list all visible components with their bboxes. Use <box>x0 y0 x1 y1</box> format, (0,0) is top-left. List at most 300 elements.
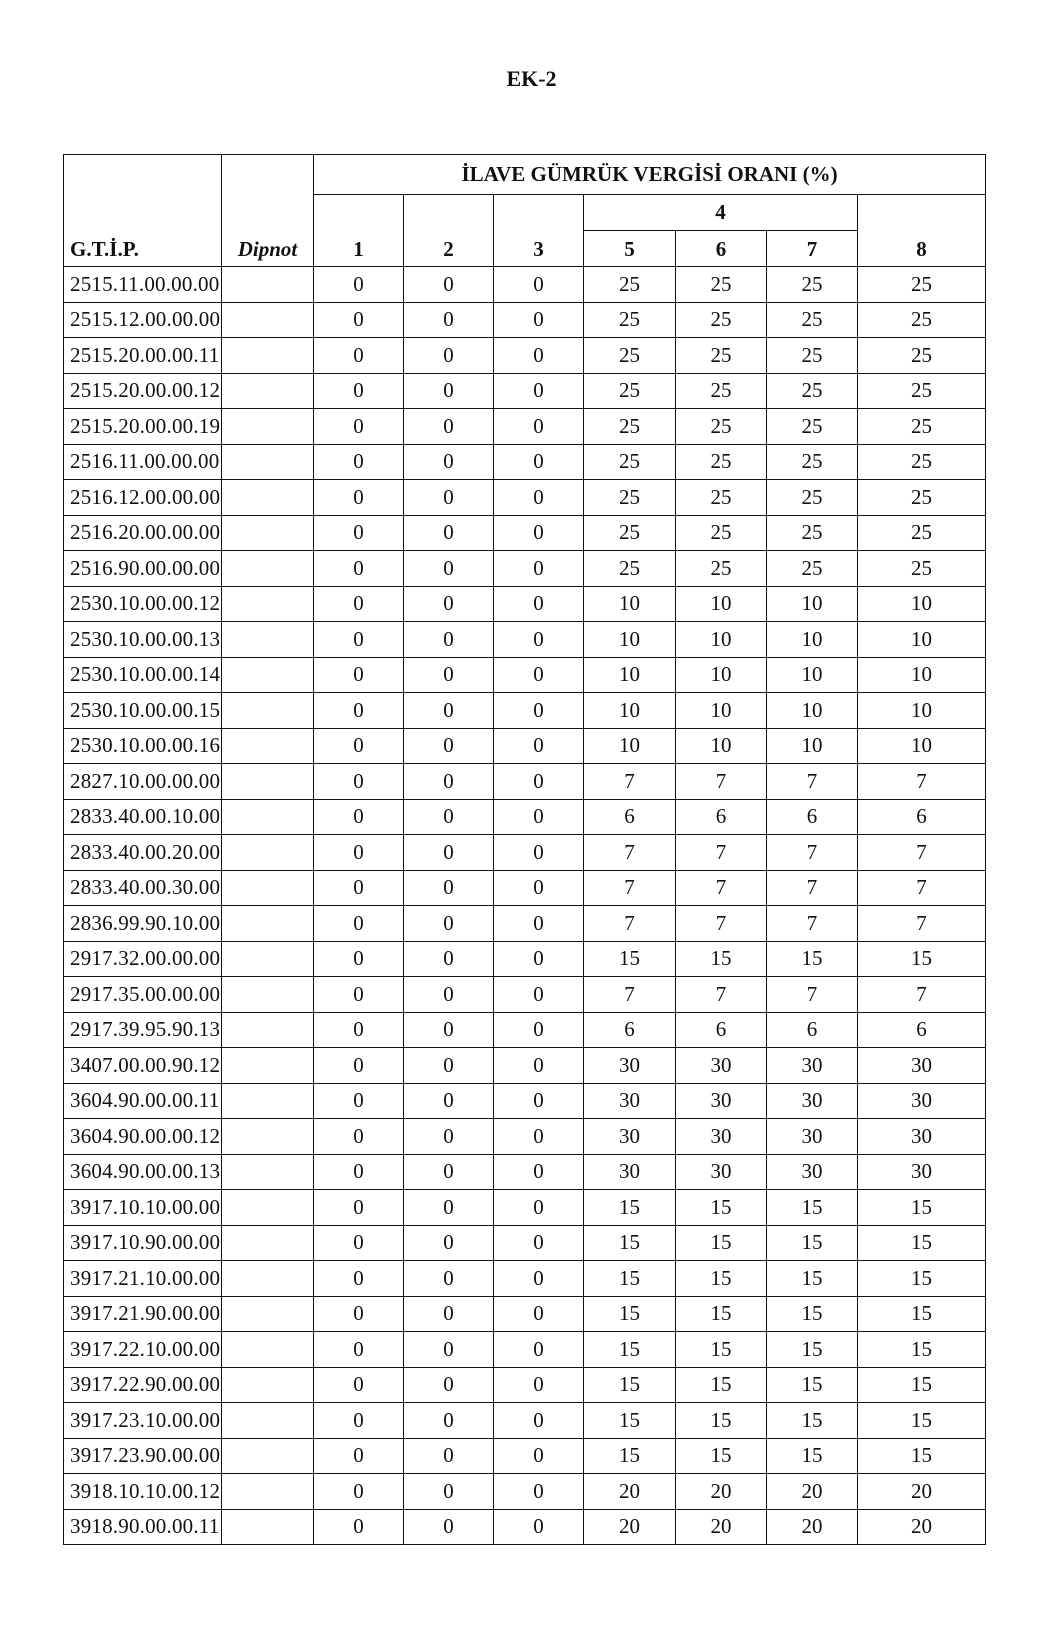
table-row <box>64 1474 986 1510</box>
col-1-header-blank <box>314 195 404 231</box>
table-row <box>64 480 986 516</box>
rate-cell: 7 <box>767 870 858 906</box>
dipnot-cell <box>222 764 314 800</box>
rate-cell: 25 <box>858 302 986 338</box>
rate-cell: 0 <box>314 728 404 764</box>
rate-cell: 25 <box>584 551 676 587</box>
gtip-code-cell: 3917.22.10.00.00 <box>64 1332 222 1368</box>
rate-cell: 0 <box>314 1154 404 1190</box>
gtip-code-cell: 2530.10.00.00.12 <box>64 586 222 622</box>
rate-cell: 25 <box>676 515 767 551</box>
rate-cell: 15 <box>676 941 767 977</box>
rate-cell: 0 <box>404 586 494 622</box>
rate-cell: 25 <box>858 515 986 551</box>
rate-cell: 10 <box>676 622 767 658</box>
rate-cell: 0 <box>404 338 494 374</box>
dipnot-cell <box>222 515 314 551</box>
rate-cell: 0 <box>404 657 494 693</box>
rate-cell: 0 <box>494 799 584 835</box>
rate-cell: 0 <box>404 1119 494 1155</box>
dipnot-cell <box>222 622 314 658</box>
gtip-code-cell: 3918.10.10.00.12 <box>64 1474 222 1510</box>
rate-cell: 20 <box>676 1509 767 1545</box>
rate-cell: 0 <box>494 1367 584 1403</box>
table-row <box>64 1438 986 1474</box>
rate-cell: 0 <box>314 444 404 480</box>
col-8-header-blank <box>858 195 986 231</box>
dipnot-cell <box>222 1332 314 1368</box>
gtip-code-cell: 3917.10.10.00.00 <box>64 1190 222 1226</box>
table-row <box>64 1332 986 1368</box>
dipnot-cell <box>222 1296 314 1332</box>
table-row <box>64 1190 986 1226</box>
rate-cell: 0 <box>404 941 494 977</box>
rate-cell: 25 <box>858 409 986 445</box>
rate-cell: 0 <box>404 1296 494 1332</box>
rate-cell: 0 <box>314 1474 404 1510</box>
rate-cell: 10 <box>858 693 986 729</box>
dipnot-cell <box>222 302 314 338</box>
rate-cell: 15 <box>767 1190 858 1226</box>
col-6-header: 6 <box>676 231 767 267</box>
rate-cell: 15 <box>767 1367 858 1403</box>
rate-cell: 0 <box>404 1012 494 1048</box>
rate-cell: 0 <box>494 480 584 516</box>
gtip-code-cell: 3604.90.00.00.13 <box>64 1154 222 1190</box>
rate-cell: 0 <box>494 728 584 764</box>
table-row <box>64 1367 986 1403</box>
rate-cell: 25 <box>858 551 986 587</box>
gtip-code-cell: 3917.21.90.00.00 <box>64 1296 222 1332</box>
rate-cell: 0 <box>314 870 404 906</box>
dipnot-cell <box>222 1509 314 1545</box>
rate-cell: 0 <box>314 373 404 409</box>
rate-cell: 25 <box>767 373 858 409</box>
rate-cell: 0 <box>494 906 584 942</box>
rate-cell: 0 <box>494 586 584 622</box>
page-title: EK-2 <box>506 66 557 91</box>
table-row <box>64 373 986 409</box>
dipnot-cell <box>222 1119 314 1155</box>
table-row <box>64 835 986 871</box>
gtip-code-cell: 3917.23.10.00.00 <box>64 1403 222 1439</box>
rate-cell: 0 <box>404 1474 494 1510</box>
rate-cell: 10 <box>676 586 767 622</box>
table-row <box>64 870 986 906</box>
rate-cell: 0 <box>494 1403 584 1439</box>
gtip-code-cell: 3918.90.00.00.11 <box>64 1509 222 1545</box>
gtip-code-cell: 3917.10.90.00.00 <box>64 1225 222 1261</box>
rate-cell: 6 <box>584 799 676 835</box>
rate-cell: 0 <box>494 764 584 800</box>
rate-cell: 25 <box>584 373 676 409</box>
dipnot-cell <box>222 941 314 977</box>
rate-cell: 15 <box>858 1367 986 1403</box>
table-row <box>64 1403 986 1439</box>
rate-cell: 15 <box>584 941 676 977</box>
rate-cell: 0 <box>494 1261 584 1297</box>
rate-cell: 6 <box>858 1012 986 1048</box>
rate-cell: 0 <box>404 1261 494 1297</box>
gtip-code-cell: 2833.40.00.10.00 <box>64 799 222 835</box>
rate-cell: 0 <box>404 1438 494 1474</box>
rate-cell: 0 <box>314 1048 404 1084</box>
gtip-code-cell: 2515.20.00.00.11 <box>64 338 222 374</box>
rate-cell: 0 <box>494 409 584 445</box>
rate-cell: 0 <box>314 977 404 1013</box>
rate-cell: 30 <box>858 1154 986 1190</box>
rate-cell: 20 <box>676 1474 767 1510</box>
dipnot-cell <box>222 551 314 587</box>
rate-cell: 10 <box>858 586 986 622</box>
rate-cell: 0 <box>494 1332 584 1368</box>
table-row <box>64 941 986 977</box>
rate-cell: 0 <box>494 870 584 906</box>
rate-cell: 15 <box>584 1367 676 1403</box>
dipnot-cell <box>222 267 314 303</box>
rate-cell: 7 <box>767 906 858 942</box>
dipnot-cell <box>222 693 314 729</box>
rate-cell: 30 <box>767 1154 858 1190</box>
rate-cell: 0 <box>404 480 494 516</box>
rate-cell: 0 <box>314 338 404 374</box>
table-row <box>64 586 986 622</box>
rate-cell: 25 <box>767 444 858 480</box>
rate-cell: 0 <box>404 409 494 445</box>
gtip-code-cell: 2917.32.00.00.00 <box>64 941 222 977</box>
rate-cell: 30 <box>676 1083 767 1119</box>
rate-group-header: İLAVE GÜMRÜK VERGİSİ ORANI (%) <box>314 155 986 195</box>
rate-cell: 25 <box>767 302 858 338</box>
rate-cell: 10 <box>676 657 767 693</box>
rate-cell: 20 <box>584 1509 676 1545</box>
rate-cell: 0 <box>314 1332 404 1368</box>
gtip-code-cell: 2530.10.00.00.16 <box>64 728 222 764</box>
rate-cell: 6 <box>858 799 986 835</box>
table-row <box>64 1296 986 1332</box>
rate-cell: 7 <box>584 835 676 871</box>
table-row <box>64 1261 986 1297</box>
rate-cell: 0 <box>494 515 584 551</box>
rate-cell: 15 <box>584 1403 676 1439</box>
dipnot-cell <box>222 728 314 764</box>
table-row <box>64 1012 986 1048</box>
rate-cell: 0 <box>494 1154 584 1190</box>
rate-cell: 6 <box>767 799 858 835</box>
rate-cell: 0 <box>494 1048 584 1084</box>
table-row <box>64 515 986 551</box>
rate-cell: 0 <box>404 1367 494 1403</box>
rate-cell: 25 <box>584 338 676 374</box>
table-row <box>64 764 986 800</box>
rate-cell: 7 <box>584 906 676 942</box>
rate-cell: 0 <box>314 267 404 303</box>
rate-cell: 10 <box>584 728 676 764</box>
rate-cell: 0 <box>494 267 584 303</box>
rate-cell: 15 <box>767 941 858 977</box>
rate-cell: 7 <box>676 906 767 942</box>
table-row <box>64 1119 986 1155</box>
table-row <box>64 693 986 729</box>
table-row <box>64 444 986 480</box>
rate-cell: 0 <box>404 267 494 303</box>
rate-cell: 25 <box>767 515 858 551</box>
rate-cell: 20 <box>858 1474 986 1510</box>
gtip-code-cell: 3917.22.90.00.00 <box>64 1367 222 1403</box>
rate-cell: 25 <box>676 373 767 409</box>
rate-cell: 10 <box>858 728 986 764</box>
rate-cell: 25 <box>676 409 767 445</box>
rate-cell: 15 <box>858 1438 986 1474</box>
rate-cell: 10 <box>584 622 676 658</box>
rate-cell: 15 <box>676 1403 767 1439</box>
rate-cell: 7 <box>676 870 767 906</box>
col-5-header: 5 <box>584 231 676 267</box>
rate-cell: 0 <box>494 1296 584 1332</box>
rate-cell: 0 <box>314 515 404 551</box>
dipnot-cell <box>222 1048 314 1084</box>
dipnot-header: Dipnot <box>222 155 314 267</box>
rate-cell: 0 <box>494 622 584 658</box>
rate-cell: 25 <box>767 409 858 445</box>
rate-cell: 7 <box>676 764 767 800</box>
dipnot-cell <box>222 835 314 871</box>
gtip-code-cell: 2833.40.00.20.00 <box>64 835 222 871</box>
gtip-code-cell: 2827.10.00.00.00 <box>64 764 222 800</box>
dipnot-cell <box>222 1012 314 1048</box>
table-row <box>64 1154 986 1190</box>
rate-cell: 15 <box>858 1332 986 1368</box>
dipnot-cell <box>222 1438 314 1474</box>
table-row <box>64 302 986 338</box>
rate-cell: 25 <box>858 480 986 516</box>
rate-cell: 0 <box>494 941 584 977</box>
col-2-header-blank <box>404 195 494 231</box>
rate-cell: 0 <box>314 1296 404 1332</box>
rate-cell: 0 <box>314 1225 404 1261</box>
gtip-code-cell: 2515.20.00.00.19 <box>64 409 222 445</box>
gtip-code-cell: 2530.10.00.00.13 <box>64 622 222 658</box>
rate-cell: 15 <box>676 1367 767 1403</box>
rate-cell: 0 <box>314 1367 404 1403</box>
table-row <box>64 1509 986 1545</box>
rate-cell: 7 <box>584 764 676 800</box>
rate-cell: 30 <box>584 1048 676 1084</box>
rate-cell: 25 <box>676 551 767 587</box>
gtip-code-cell: 2516.90.00.00.00 <box>64 551 222 587</box>
rate-cell: 0 <box>494 302 584 338</box>
rate-cell: 25 <box>767 338 858 374</box>
dipnot-cell <box>222 444 314 480</box>
col-2-header: 2 <box>404 231 494 267</box>
rate-cell: 0 <box>404 1225 494 1261</box>
gtip-code-cell: 3604.90.00.00.12 <box>64 1119 222 1155</box>
rate-cell: 10 <box>858 622 986 658</box>
rate-cell: 15 <box>676 1296 767 1332</box>
rate-cell: 0 <box>404 373 494 409</box>
rate-cell: 25 <box>858 267 986 303</box>
rate-cell: 15 <box>676 1261 767 1297</box>
dipnot-cell <box>222 1154 314 1190</box>
rate-cell: 0 <box>314 1403 404 1439</box>
rate-cell: 30 <box>676 1154 767 1190</box>
rate-cell: 0 <box>404 870 494 906</box>
gtip-code-cell: 2516.20.00.00.00 <box>64 515 222 551</box>
rate-cell: 0 <box>404 977 494 1013</box>
rate-cell: 0 <box>494 657 584 693</box>
rate-cell: 7 <box>767 764 858 800</box>
rate-cell: 6 <box>676 799 767 835</box>
dipnot-cell <box>222 657 314 693</box>
rate-cell: 15 <box>858 1296 986 1332</box>
rate-cell: 30 <box>676 1119 767 1155</box>
rate-cell: 25 <box>767 480 858 516</box>
table-row <box>64 338 986 374</box>
rate-cell: 30 <box>858 1119 986 1155</box>
rate-cell: 10 <box>676 728 767 764</box>
gtip-code-cell: 2917.39.95.90.13 <box>64 1012 222 1048</box>
gtip-code-cell: 2515.12.00.00.00 <box>64 302 222 338</box>
rate-cell: 0 <box>494 1225 584 1261</box>
rate-cell: 15 <box>676 1190 767 1226</box>
rate-cell: 6 <box>767 1012 858 1048</box>
rate-cell: 30 <box>858 1083 986 1119</box>
rate-cell: 0 <box>494 977 584 1013</box>
rate-cell: 20 <box>858 1509 986 1545</box>
rate-cell: 30 <box>676 1048 767 1084</box>
rate-cell: 0 <box>404 302 494 338</box>
table-row <box>64 728 986 764</box>
rate-cell: 7 <box>858 906 986 942</box>
table-row <box>64 657 986 693</box>
rate-cell: 0 <box>404 1190 494 1226</box>
rate-cell: 10 <box>584 657 676 693</box>
rate-cell: 10 <box>767 657 858 693</box>
rate-cell: 10 <box>767 693 858 729</box>
dipnot-cell <box>222 1225 314 1261</box>
gtip-code-cell: 2515.20.00.00.12 <box>64 373 222 409</box>
rate-cell: 15 <box>584 1190 676 1226</box>
rate-cell: 15 <box>767 1403 858 1439</box>
rate-cell: 0 <box>314 1261 404 1297</box>
rate-cell: 0 <box>494 693 584 729</box>
table-row <box>64 267 986 303</box>
dipnot-cell <box>222 1474 314 1510</box>
dipnot-cell <box>222 799 314 835</box>
table-row <box>64 1225 986 1261</box>
gtip-code-cell: 3917.23.90.00.00 <box>64 1438 222 1474</box>
table-row <box>64 1083 986 1119</box>
rate-cell: 10 <box>767 622 858 658</box>
rate-cell: 7 <box>858 835 986 871</box>
rate-cell: 0 <box>494 1509 584 1545</box>
rate-cell: 0 <box>494 1119 584 1155</box>
col-7-header: 7 <box>767 231 858 267</box>
rate-cell: 15 <box>858 1190 986 1226</box>
rate-cell: 0 <box>404 1332 494 1368</box>
rate-cell: 15 <box>858 1261 986 1297</box>
dipnot-cell <box>222 373 314 409</box>
tariff-table <box>63 154 986 1545</box>
rate-cell: 10 <box>584 693 676 729</box>
col-1-header: 1 <box>314 231 404 267</box>
dipnot-cell <box>222 870 314 906</box>
col-3-header-blank <box>494 195 584 231</box>
rate-cell: 0 <box>314 1083 404 1119</box>
rate-cell: 15 <box>858 941 986 977</box>
rate-cell: 15 <box>584 1225 676 1261</box>
rate-cell: 15 <box>767 1296 858 1332</box>
rate-cell: 15 <box>767 1332 858 1368</box>
rate-cell: 0 <box>314 693 404 729</box>
rate-cell: 7 <box>676 977 767 1013</box>
rate-cell: 15 <box>858 1225 986 1261</box>
rate-cell: 0 <box>314 1438 404 1474</box>
rate-cell: 0 <box>494 1190 584 1226</box>
gtip-code-cell: 3407.00.00.90.12 <box>64 1048 222 1084</box>
rate-cell: 25 <box>676 302 767 338</box>
rate-cell: 30 <box>584 1154 676 1190</box>
col-8-header: 8 <box>858 231 986 267</box>
rate-cell: 25 <box>676 444 767 480</box>
rate-cell: 7 <box>858 977 986 1013</box>
rate-cell: 25 <box>767 551 858 587</box>
rate-cell: 0 <box>494 1012 584 1048</box>
rate-cell: 15 <box>584 1332 676 1368</box>
rate-cell: 30 <box>767 1083 858 1119</box>
rate-cell: 7 <box>584 870 676 906</box>
rate-cell: 0 <box>314 764 404 800</box>
rate-cell: 20 <box>767 1474 858 1510</box>
rate-cell: 15 <box>676 1438 767 1474</box>
gtip-code-cell: 3604.90.00.00.11 <box>64 1083 222 1119</box>
rate-cell: 0 <box>404 622 494 658</box>
rate-cell: 0 <box>314 835 404 871</box>
dipnot-cell <box>222 1190 314 1226</box>
gtip-code-cell: 2516.12.00.00.00 <box>64 480 222 516</box>
rate-cell: 25 <box>584 302 676 338</box>
gtip-code-cell: 2530.10.00.00.14 <box>64 657 222 693</box>
rate-cell: 25 <box>767 267 858 303</box>
rate-cell: 15 <box>584 1438 676 1474</box>
rate-cell: 0 <box>314 302 404 338</box>
rate-cell: 0 <box>404 444 494 480</box>
rate-cell: 6 <box>584 1012 676 1048</box>
rate-cell: 0 <box>314 622 404 658</box>
rate-cell: 0 <box>314 586 404 622</box>
rate-cell: 0 <box>314 799 404 835</box>
rate-cell: 0 <box>404 1509 494 1545</box>
rate-cell: 15 <box>767 1438 858 1474</box>
rate-cell: 6 <box>676 1012 767 1048</box>
rate-cell: 25 <box>584 444 676 480</box>
gtip-code-cell: 3917.21.10.00.00 <box>64 1261 222 1297</box>
rate-cell: 30 <box>584 1119 676 1155</box>
rate-cell: 15 <box>767 1225 858 1261</box>
rate-cell: 25 <box>676 480 767 516</box>
rate-cell: 25 <box>676 267 767 303</box>
col-3-header: 3 <box>494 231 584 267</box>
rate-cell: 0 <box>314 1509 404 1545</box>
rate-cell: 0 <box>494 551 584 587</box>
rate-cell: 0 <box>494 835 584 871</box>
rate-cell: 25 <box>858 373 986 409</box>
table-body <box>64 267 986 1545</box>
dipnot-cell <box>222 586 314 622</box>
dipnot-cell <box>222 409 314 445</box>
gtip-code-cell: 2530.10.00.00.15 <box>64 693 222 729</box>
rate-cell: 25 <box>584 409 676 445</box>
